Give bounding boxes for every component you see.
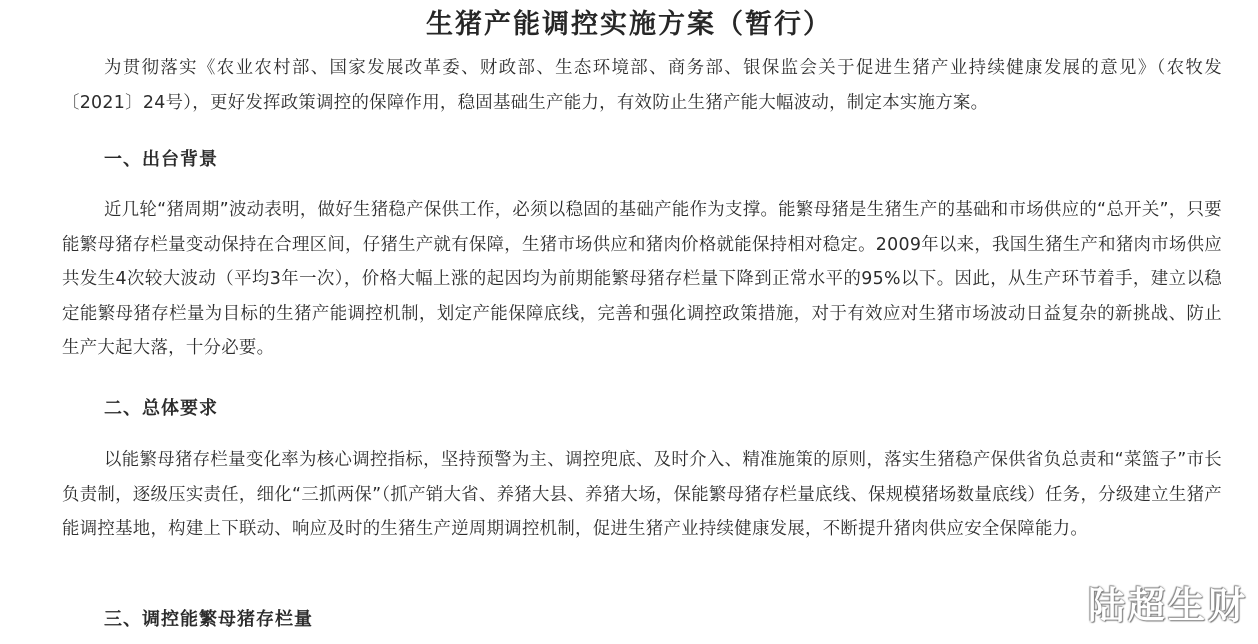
- section-body-requirements: 以能繁母猪存栏量变化率为核心调控指标，坚持预警为主、调控兜底、及时介入、精准施策的原则，落实生猪稳产保供省负总责和“菜篮子”市长负责制，逐级压实责任，细化“三抓两保”（抓产销大省、养猪大县、养猪大场，保能繁母猪存栏量底线、保规模猪场数量底线）任务，分级建立生猪产能调控基地，构建上下联动、响应及时的生猪生产逆周期调控机制，促进生猪产业持续健康发展，不断提升猪肉供应安全保障能力。: [62, 450, 1222, 539]
- document-title: 生猪产能调控实施方案（暂行）: [426, 9, 832, 40]
- section-heading-regulation: 三、调控能繁母猪存栏量: [104, 609, 313, 630]
- intro-paragraph: 为贯彻落实《农业农村部、国家发展改革委、财政部、生态环境部、商务部、银保监会关于促进生猪产业持续健康发展的意见》（农牧发〔2021〕24号），更好发挥政策调控的保障作用，稳固基础生产能力，有效防止生猪产能大幅波动，制定本实施方案。: [62, 58, 1222, 113]
- watermark-text: 陆超生财: [1088, 584, 1248, 627]
- section-body-background: 近几轮“猪周期”波动表明，做好生猪稳产保供工作，必须以稳固的基础产能作为支撑。能繁母猪是生猪生产的基础和市场供应的“总开关”，只要能繁母猪存栏量变动保持在合理区间，仔猪生产就有保障，生猪市场供应和猪肉价格就能保持相对稳定。2009年以来，我国生猪生产和猪肉市场供应共发生4次较大波动（平均3年一次），价格大幅上涨的起因均为前期能繁母猪存栏量下降到正常水平的95%以下。因此，从生产环节着手，建立以稳定能繁母猪存栏量为目标的生猪产能调控机制，划定产能保障底线，完善和强化调控政策措施，对于有效应对生猪市场波动日益复杂的新挑战、防止生产大起大落，十分必要。: [62, 200, 1222, 358]
- section-heading-background: 一、出台背景: [104, 149, 218, 170]
- section-heading-requirements: 二、总体要求: [104, 398, 218, 419]
